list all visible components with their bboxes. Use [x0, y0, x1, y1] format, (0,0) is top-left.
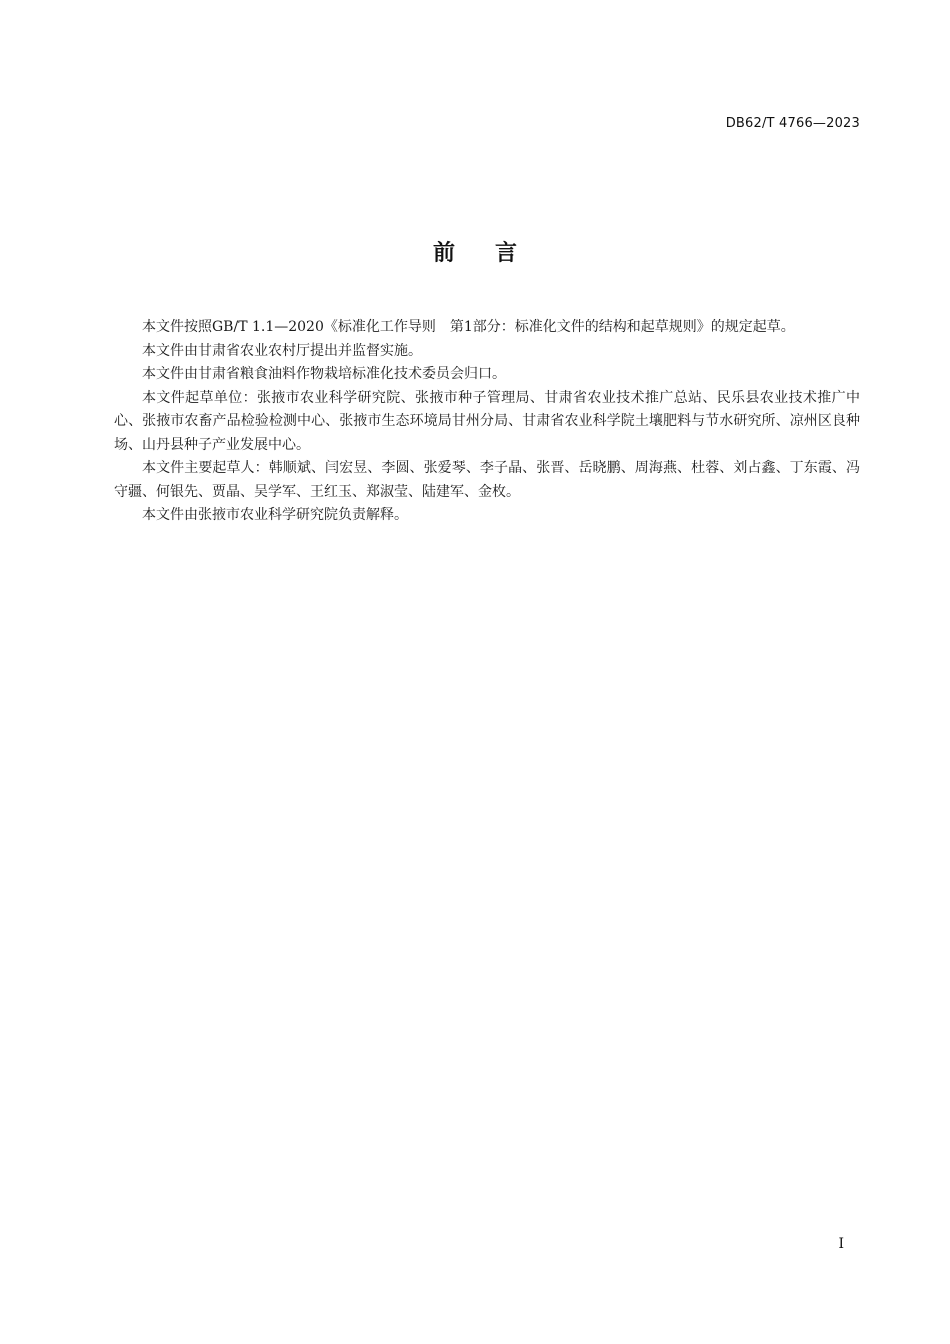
paragraph-interpretation: 本文件由张掖市农业科学研究院负责解释。	[142, 507, 408, 523]
paragraph-drafting-rules: 本文件按照GB/T 1.1—2020《标准化工作导则 第1部分：标准化文件的结构和起草规则》的规定起草。	[142, 319, 795, 335]
paragraph-drafting-units: 本文件起草单位：张掖市农业科学研究院、张掖市种子管理局、甘肃省农业技术推广总站、民乐县农业技术推广中心、张掖市农畜产品检验检测中心、张掖市生态环境局甘州分局、甘肃省农业科学院土壤肥料与节水研究所、凉州区良种场、山丹县种子产业发展中心。	[114, 389, 860, 453]
paragraph-committee: 本文件由甘肃省粮食油料作物栽培标准化技术委员会归口。	[142, 366, 506, 382]
page-number: I	[838, 1236, 844, 1252]
document-code: DB62/T 4766—2023	[725, 116, 860, 131]
paragraph-proposer: 本文件由甘肃省农业农村厅提出并监督实施。	[142, 342, 422, 359]
foreword-body	[114, 316, 860, 528]
paragraph-drafters: 本文件主要起草人：韩顺斌、闫宏昱、李圆、张爱琴、李子晶、张晋、岳晓鹏、周海燕、杜蓉、刘占鑫、丁东霞、冯守疆、何银先、贾晶、吴学军、王红玉、郑淑莹、陆建军、金枚。	[114, 460, 860, 500]
page-title: 前言	[432, 241, 557, 266]
